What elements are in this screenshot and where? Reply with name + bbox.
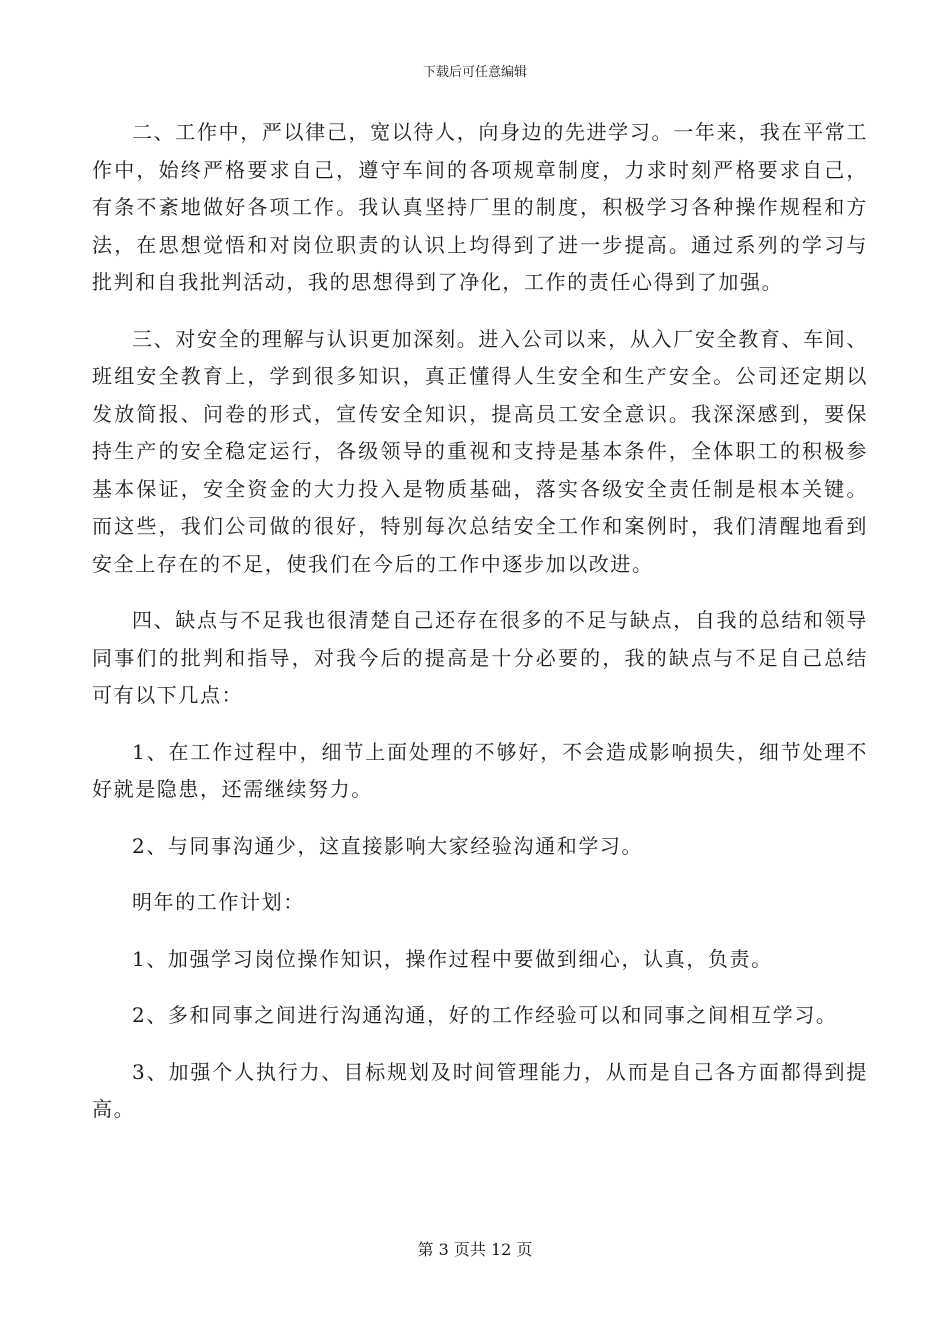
list-item-plan-1: 1、加强学习岗位操作知识，操作过程中要做到细心，认真，负责。 [132, 946, 773, 971]
list-item-shortcoming-1: 1、在工作过程中，细节上面处理的不够好，不会造成影响损失，细节处理不好就是隐患，还需继续努力。 [92, 739, 868, 801]
page-footer: 第 3 页共 12 页 [417, 1240, 533, 1259]
paragraph-shortcomings: 四、缺点与不足我也很清楚自己还存在很多的不足与缺点，自我的总结和领导同事们的批判和指导，对我今后的提高是十分必要的，我的缺点与不足自己总结可有以下几点： [92, 608, 868, 707]
document-body [92, 114, 868, 1129]
list-item-plan-3: 3、加强个人执行力、目标规划及时间管理能力，从而是自己各方面都得到提高。 [92, 1059, 868, 1121]
section-heading-next-year-plan: 明年的工作计划： [132, 890, 305, 914]
list-item-shortcoming-2: 2、与同事沟通少，这直接影响大家经验沟通和学习。 [132, 833, 644, 858]
page-header: 下载后可任意编辑 [422, 65, 527, 80]
paragraph-work-attitude: 二、工作中，严以律己，宽以待人，向身边的先进学习。一年来，我在平常工作中，始终严格要求自己，遵守车间的各项规章制度，力求时刻严格要求自己，有条不紊地做好各项工作。我认真坚持厂里的制度，积极学习各种操作规程和方法，在思想觉悟和对岗位职责的认识上均得到了进一步提高。通过系列的学习与批判和自我批判活动，我的思想得到了净化，工作的责任心得到了加强。 [92, 120, 868, 294]
list-item-plan-2: 2、多和同事之间进行沟通沟通，好的工作经验可以和同事之间相互学习。 [132, 1003, 838, 1027]
paragraph-safety: 三、对安全的理解与认识更加深刻。进入公司以来，从入厂安全教育、车间、班组安全教育上，学到很多知识，真正懂得人生安全和生产安全。公司还定期以发放简报、问卷的形式，宣传安全知识，提高员工安全意识。我深深感到，要保持生产的安全稳定运行，各级领导的重视和支持是基本条件，全体职工的积极参基本保证，安全资金的大力投入是物质基础，落实各级安全责任制是根本关键。而这些，我们公司做的很好，特别每次总结安全工作和案例时，我们清醒地看到安全上存在的不足，使我们在今后的工作中逐步加以改进。 [92, 326, 868, 576]
